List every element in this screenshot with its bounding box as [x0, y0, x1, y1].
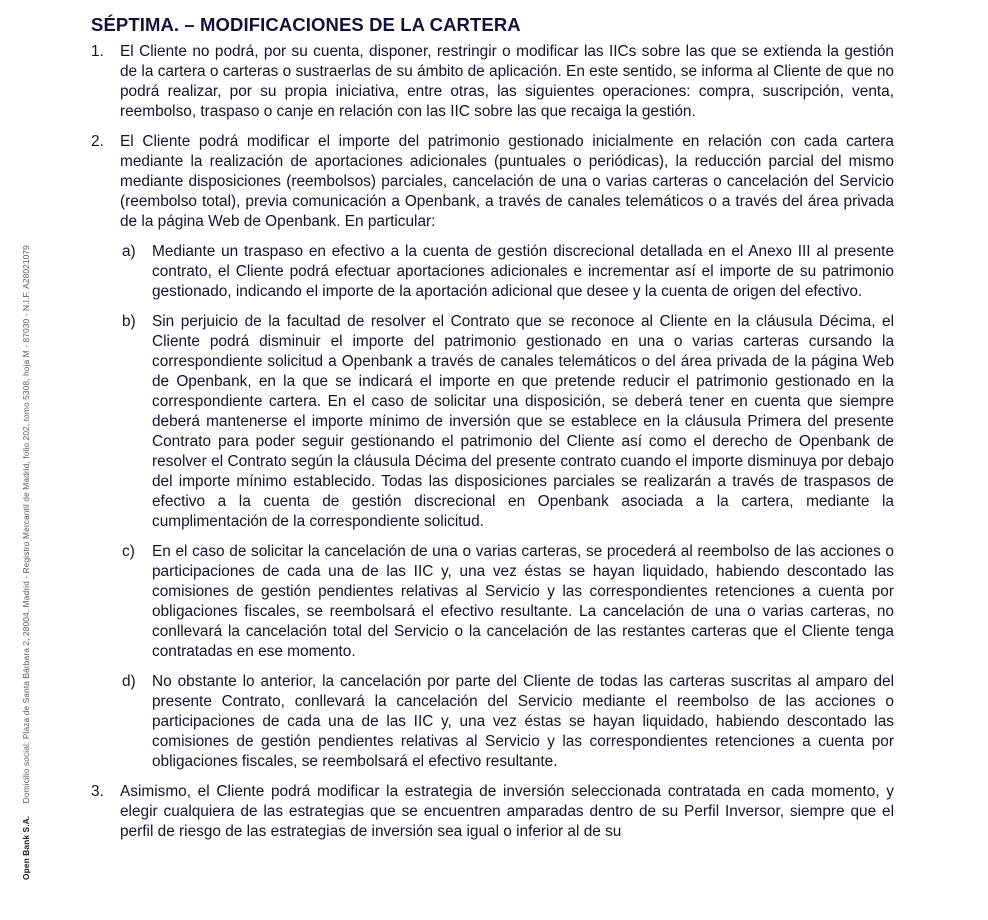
clause-number: 1.: [91, 43, 104, 60]
subclause-d: [91, 672, 894, 772]
subclause-a: [91, 242, 894, 302]
company-name: Open Bank S.A.: [21, 815, 31, 880]
subclause-text: No obstante lo anterior, la cancelación por parte del Cliente de todas las carteras suscritas al amparo del presente Contrato, conllevará la cancelación del Servicio mediante el reembolso de las acciones o participaciones de cada una de las IIC y, una vez éstas se hayan liquidado, habiendo descontado las comisiones de gestión pendientes relativas al Servicio y las correspondientes retenciones a cuenta por obligaciones fiscales, se reembolsará el efectivo resultante.: [152, 673, 894, 770]
subclause-text: Sin perjuicio de la facultad de resolver el Contrato que se reconoce al Cliente en la cláusula Décima, el Cliente podrá disminuir el importe del patrimonio gestionado en una o varias carteras cursando la correspondiente solicitud a Openbank a través de canales telemáticos o del área privada de la página Web de Openbank, en la que se indicará el importe en que pretende reducir el patrimonio gestionado en la correspondiente cartera. En el caso de solicitar una disposición, se deberá tener en cuenta que siempre deberá mantenerse el importe mínimo de inversión que se establece en la cláusula Primera del presente Contrato para poder seguir gestionando el patrimonio del Cliente así como el derecho de Openbank de resolver el Contrato según la cláusula Décima del presente contrato cuando el importe disminuya por debajo del importe mínimo establecido. Todas las disposiciones parciales se realizarán a través de traspasos de efectivo a la cuenta de gestión discrecional en Openbank asociada a la cartera, mediante la cumplimentación de la correspondiente solicitud.: [152, 313, 894, 530]
subclause-letter: c): [122, 543, 135, 560]
clause-number: 3.: [91, 783, 104, 800]
section-title: SÉPTIMA. – MODIFICACIONES DE LA CARTERA: [91, 14, 521, 35]
clause-text: El Cliente no podrá, por su cuenta, disponer, restringir o modificar las IICs sobre las que se extienda la gestión de la cartera o carteras o sustraerlas de su ámbito de aplicación. En este sentido, se informa al Cliente de que no podrá realizar, por su propia iniciativa, entre otras, las siguientes operaciones: compra, suscripción, venta, reembolso, traspaso o canje en relación con las IIC sobre las que recaiga la gestión.: [120, 43, 894, 120]
subclause-b: [91, 312, 894, 532]
clause-item-2: [91, 132, 894, 232]
subclause-text: En el caso de solicitar la cancelación de una o varias carteras, se procederá al reembolso de las acciones o participaciones de cada una de las IIC y, una vez éstas se hayan liquidado, habiendo descontado las comisiones de gestión pendientes relativas al Servicio y las correspondientes retenciones a cuenta por obligaciones fiscales, se reembolsará el efectivo resultante. La cancelación de una o varias carteras, no conllevará la cancelación total del Servicio o la cancelación de las restantes carteras que el Cliente tenga contratadas en ese momento.: [152, 543, 894, 660]
subclause-text: Mediante un traspaso en efectivo a la cuenta de gestión discrecional detallada en el Anexo III al presente contrato, el Cliente podrá efectuar aportaciones adicionales e incrementar así el importe de su patrimonio gestionado, indicando el importe de la aportación adicional que desee y la cuenta de origen del efectivo.: [152, 243, 894, 300]
clause-text: Asimismo, el Cliente podrá modificar la estrategia de inversión seleccionada contratada en cada momento, y elegir cualquiera de las estrategias que se encuentren amparadas dentro de su Perfil Inversor, siempre que el perfil de riesgo de las estrategias de inversión sea igual o inferior al de su: [120, 783, 894, 840]
sidebar-legal-text: [21, 150, 31, 880]
clause-item-1: [91, 42, 894, 122]
subclause-letter: a): [122, 243, 136, 260]
clause-text: El Cliente podrá modificar el importe del patrimonio gestionado inicialmente en relación con cada cartera mediante la realización de aportaciones adicionales (puntuales o periódicas), la reducción parcial del mismo mediante disposiciones (reembolsos) parciales, cancelación de una o varias carteras o cancelación del Servicio (reembolso total), previa comunicación a Openbank, a través de canales telemáticos o a través del área privada de la página Web de Openbank. En particular:: [120, 133, 894, 230]
document-body: [91, 14, 894, 852]
clause-item-3: [91, 782, 894, 842]
subclause-c: [91, 542, 894, 662]
registered-address: Domicilio social: Plaza de Santa Bárbara 2, 28004, Madrid - Registro Mercantil de Madrid, folio 202, tomo 5308, hoja M - 87030 - N.I.F. A28021079: [21, 245, 31, 804]
clause-number: 2.: [91, 133, 104, 150]
subclause-letter: d): [122, 673, 136, 690]
subclause-letter: b): [122, 313, 136, 330]
